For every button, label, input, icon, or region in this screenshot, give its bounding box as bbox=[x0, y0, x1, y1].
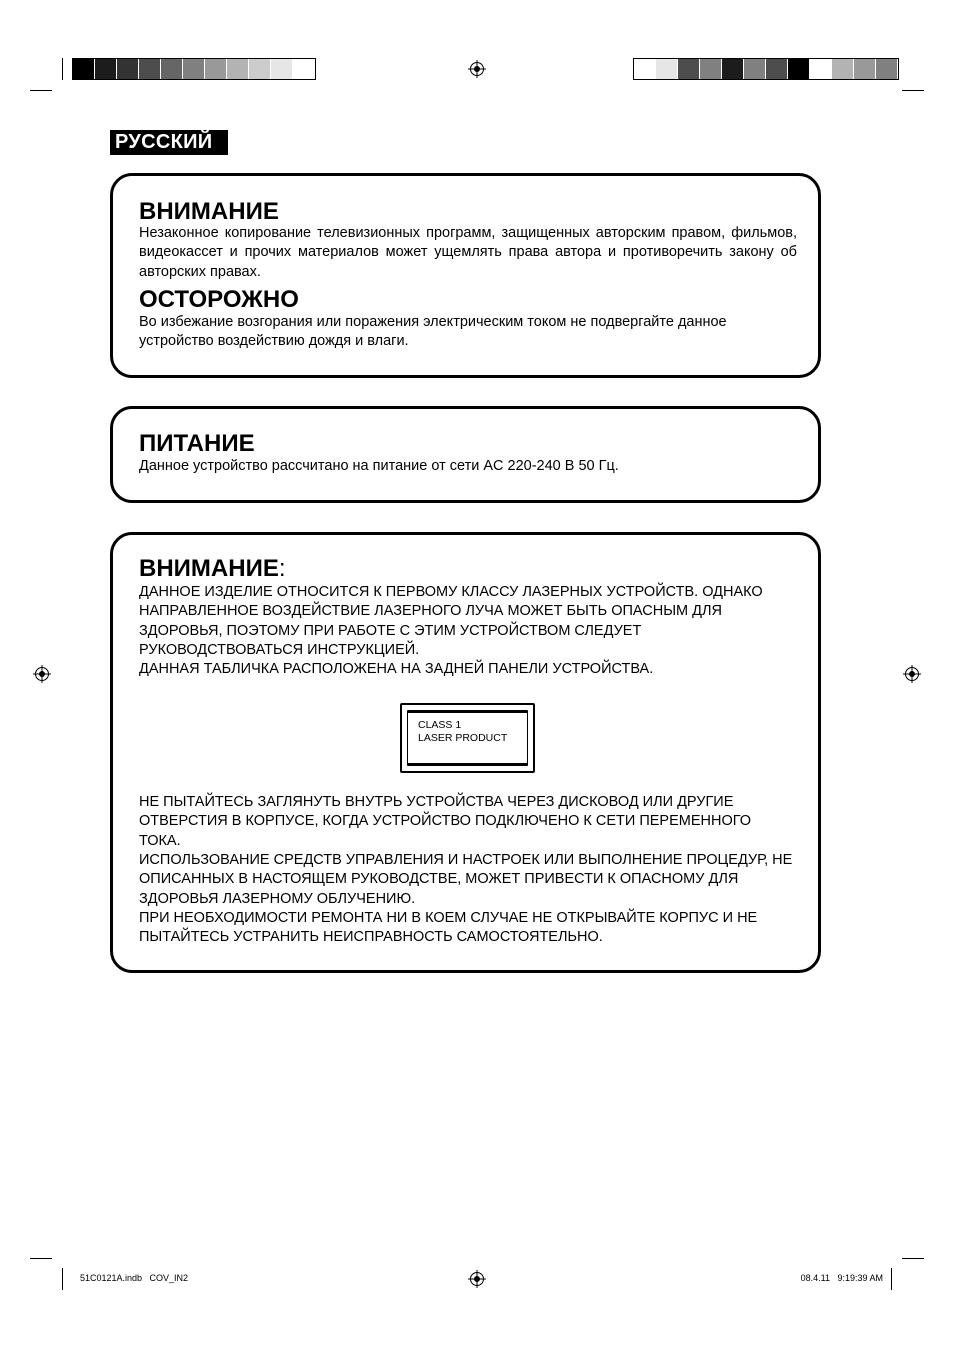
registration-mark-icon bbox=[35, 667, 49, 681]
crop-mark bbox=[62, 1268, 63, 1290]
caution-text: Во избежание возгорания или поражения электрическим током не подвергайте данное устройство воздействию дождя и влаги. bbox=[139, 314, 727, 350]
power-text: Данное устройство рассчитано на питание от сети AC 220-240 В 50 Гц. bbox=[139, 458, 619, 474]
caution-heading: ОСТОРОЖНО bbox=[139, 286, 299, 313]
color-swatch bbox=[722, 59, 744, 79]
color-swatch bbox=[271, 59, 293, 79]
crop-mark bbox=[62, 58, 63, 80]
controls-warning-text: ИСПОЛЬЗОВАНИЕ СРЕДСТВ УПРАВЛЕНИЯ И НАСТРОЕК ИЛИ ВЫПОЛНЕНИЕ ПРОЦЕДУР, НЕ ОПИСАННЫХ В НАСТОЯЩЕМ РУКОВОДСТВЕ, МОЖЕТ ПРИВЕСТИ К ОПАСНОМУ ДЛЯ ЗДОРОВЬЯ ЛАЗЕРНОМУ ОБЛУЧЕНИЮ. bbox=[139, 852, 793, 907]
color-swatch bbox=[139, 59, 161, 79]
color-swatch bbox=[227, 59, 249, 79]
laser-product-label-text: CLASS 1 LASER PRODUCT bbox=[408, 713, 527, 763]
repair-warning-text: ПРИ НЕОБХОДИМОСТИ РЕМОНТА НИ В КОЕМ СЛУЧАЕ НЕ ОТКРЫВАЙТЕ КОРПУС И НЕ ПЫТАЙТЕСЬ УСТРАНИТЬ НЕИСПРАВНОСТЬ САМОСТОЯТЕЛЬНО. bbox=[139, 910, 758, 946]
laser-warning-heading bbox=[139, 555, 286, 583]
color-swatch bbox=[161, 59, 183, 79]
crop-mark bbox=[30, 1258, 52, 1259]
color-swatch bbox=[700, 59, 722, 79]
color-swatch bbox=[249, 59, 271, 79]
color-swatch bbox=[832, 59, 854, 79]
language-tab: РУССКИЙ bbox=[110, 130, 228, 155]
registration-mark-icon bbox=[905, 667, 919, 681]
color-swatch bbox=[766, 59, 788, 79]
color-swatch bbox=[810, 59, 832, 79]
color-swatch bbox=[117, 59, 139, 79]
color-swatch bbox=[95, 59, 117, 79]
registration-mark-icon bbox=[470, 1272, 484, 1286]
color-swatch bbox=[678, 59, 700, 79]
power-heading: ПИТАНИЕ bbox=[139, 430, 255, 457]
color-swatch bbox=[634, 59, 656, 79]
color-calibration-bar-left bbox=[72, 58, 316, 80]
color-swatch bbox=[293, 59, 315, 79]
copyright-warning-box bbox=[110, 173, 821, 378]
crop-mark bbox=[902, 90, 924, 91]
laser-product-label bbox=[400, 703, 535, 773]
laser-warning-box bbox=[110, 532, 821, 973]
color-calibration-bar-right bbox=[633, 58, 899, 80]
print-timestamp: 08.4.11 9:19:39 AM bbox=[800, 1273, 883, 1283]
color-swatch bbox=[788, 59, 810, 79]
color-swatch bbox=[854, 59, 876, 79]
registration-mark-icon bbox=[470, 62, 484, 76]
color-swatch bbox=[205, 59, 227, 79]
copyright-warning-text: Незаконное копирование телевизионных программ, защищенных авторским правом, фильмов, видеокассет и прочих материалов может ущемлять права автора и противоречить закону об авторских правах. bbox=[139, 225, 797, 280]
file-slug: 51C0121A.indb COV_IN2 bbox=[80, 1273, 189, 1283]
color-swatch bbox=[73, 59, 95, 79]
crop-mark bbox=[891, 1268, 892, 1290]
color-swatch bbox=[656, 59, 678, 79]
laser-warning-title: ВНИМАНИЕ bbox=[139, 555, 279, 582]
crop-mark bbox=[902, 1258, 924, 1259]
color-swatch bbox=[744, 59, 766, 79]
label-location-text: ДАННАЯ ТАБЛИЧКА РАСПОЛОЖЕНА НА ЗАДНЕЙ ПАНЕЛИ УСТРОЙСТВА. bbox=[139, 661, 654, 677]
do-not-look-text: НЕ ПЫТАЙТЕСЬ ЗАГЛЯНУТЬ ВНУТРЬ УСТРОЙСТВА ЧЕРЕЗ ДИСКОВОД ИЛИ ДРУГИЕ ОТВЕРСТИЯ В КОРПУСЕ, КОГДА УСТРОЙСТВО ПОДКЛЮЧЕНО К СЕТИ ПЕРЕМЕННОГО ТОКА. bbox=[139, 794, 752, 849]
laser-class-text: ДАННОЕ ИЗДЕЛИЕ ОТНОСИТСЯ К ПЕРВОМУ КЛАССУ ЛАЗЕРНЫХ УСТРОЙСТВ. ОДНАКО НАПРАВЛЕННОЕ ВОЗДЕЙСТВИЕ ЛАЗЕРНОГО ЛУЧА МОЖЕТ БЫТЬ ОПАСНЫМ ДЛЯ ЗДОРОВЬЯ, ПОЭТОМУ ПРИ РАБОТЕ С ЭТИМ УСТРОЙСТВОМ СЛЕДУЕТ РУКОВОДСТВОВАТЬСЯ ИНСТРУКЦИЕЙ. bbox=[139, 584, 763, 659]
color-swatch bbox=[183, 59, 205, 79]
laser-warning-colon: : bbox=[278, 555, 286, 582]
crop-mark bbox=[30, 90, 52, 91]
warning-heading: ВНИМАНИЕ bbox=[139, 198, 279, 225]
color-swatch bbox=[876, 59, 898, 79]
power-box bbox=[110, 406, 821, 503]
